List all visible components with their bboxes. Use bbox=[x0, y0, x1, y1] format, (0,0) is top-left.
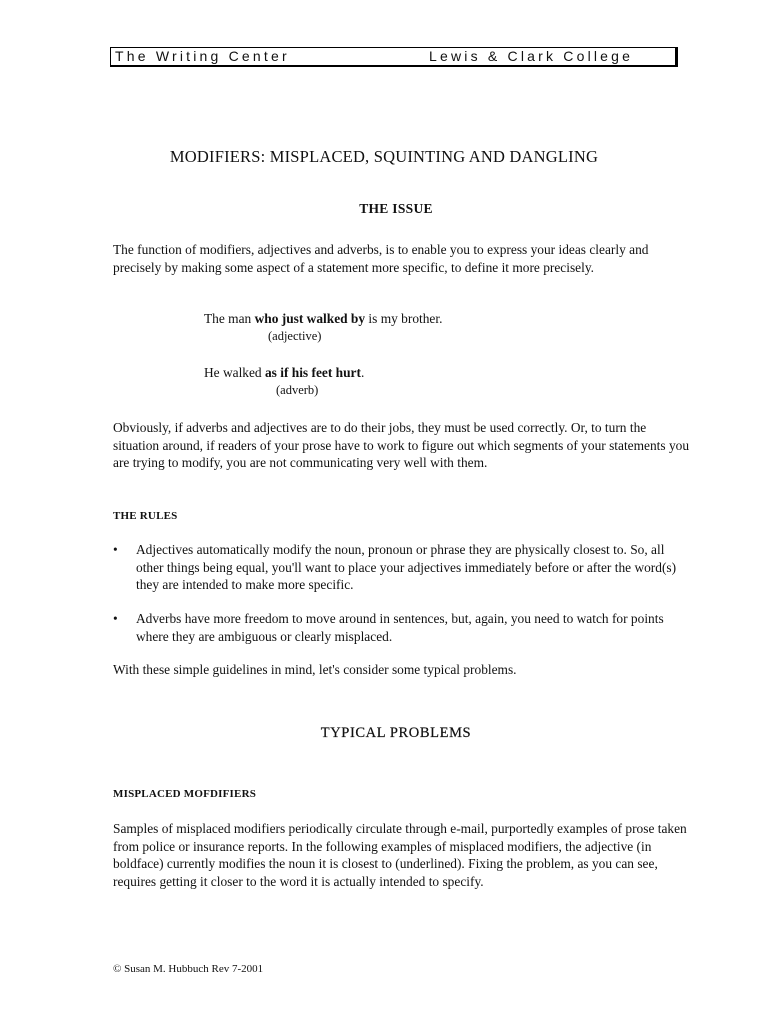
rules-closing-paragraph: With these simple guidelines in mind, let's consider some typical problems. bbox=[113, 662, 517, 677]
heading-the-issue: THE ISSUE bbox=[359, 201, 433, 216]
example-adjective-sentence bbox=[204, 311, 442, 327]
example1-modifier: who just walked by bbox=[254, 311, 366, 326]
page-header bbox=[110, 47, 678, 67]
example2-text-before: He walked bbox=[204, 365, 265, 380]
example1-text-after: is my brother. bbox=[365, 311, 443, 326]
rule-item-text: Adverbs have more freedom to move around in sentences, but, again, you need to watch for points where they are ambiguous or clearly misplaced. bbox=[136, 611, 664, 644]
issue-intro-paragraph: The function of modifiers, adjectives and adverbs, is to enable you to express your ideas clearly and precisely by making some aspect of a statement more specific, to define it more precisely. bbox=[113, 242, 649, 275]
issue-followup-paragraph: Obviously, if adverbs and adjectives are to do their jobs, they must be used correctly. Or, to turn the situation around, if readers of your prose have to work to figure out which segments of your statements you are trying to modify, you are not communicating very well with them. bbox=[113, 420, 690, 470]
copyright-footer: © Susan M. Hubbuch Rev 7-2001 bbox=[113, 963, 264, 975]
misplaced-modifiers-paragraph: Samples of misplaced modifiers periodically circulate through e-mail, purportedly examples of prose taken from police or insurance reports. In the following examples of misplaced modifiers, the adjective (in boldface) currently modifies the noun it is closest to (underlined). Fixing the problem, as you can see, requires getting it closer to the word it is actually intended to specify. bbox=[113, 821, 687, 889]
example-adverb-sentence bbox=[204, 365, 364, 381]
example2-text-after: . bbox=[360, 365, 365, 380]
example2-modifier: as if his feet hurt bbox=[264, 365, 361, 380]
rule-item-text: Adjectives automatically modify the noun, pronoun or phrase they are physically closest to. So, all other things being equal, you'll want to place your adjectives immediately before or after the word(s) they are intended to make more specific. bbox=[136, 542, 677, 592]
heading-misplaced-modifiers: MISPLACED MOFDIFIERS bbox=[113, 788, 257, 800]
heading-the-rules: THE RULES bbox=[113, 510, 178, 522]
example2-label: (adverb) bbox=[276, 383, 319, 397]
header-college-name: Lewis & Clark College bbox=[429, 48, 634, 64]
bullet-icon: • bbox=[113, 611, 118, 626]
document-title: MODIFIERS: MISPLACED, SQUINTING AND DANGLING bbox=[169, 147, 599, 166]
heading-typical-problems: TYPICAL PROBLEMS bbox=[320, 725, 472, 741]
bullet-icon: • bbox=[113, 542, 118, 557]
example1-label: (adjective) bbox=[268, 329, 322, 343]
example1-text-before: The man bbox=[204, 311, 255, 326]
header-writing-center: The Writing Center bbox=[115, 48, 290, 64]
